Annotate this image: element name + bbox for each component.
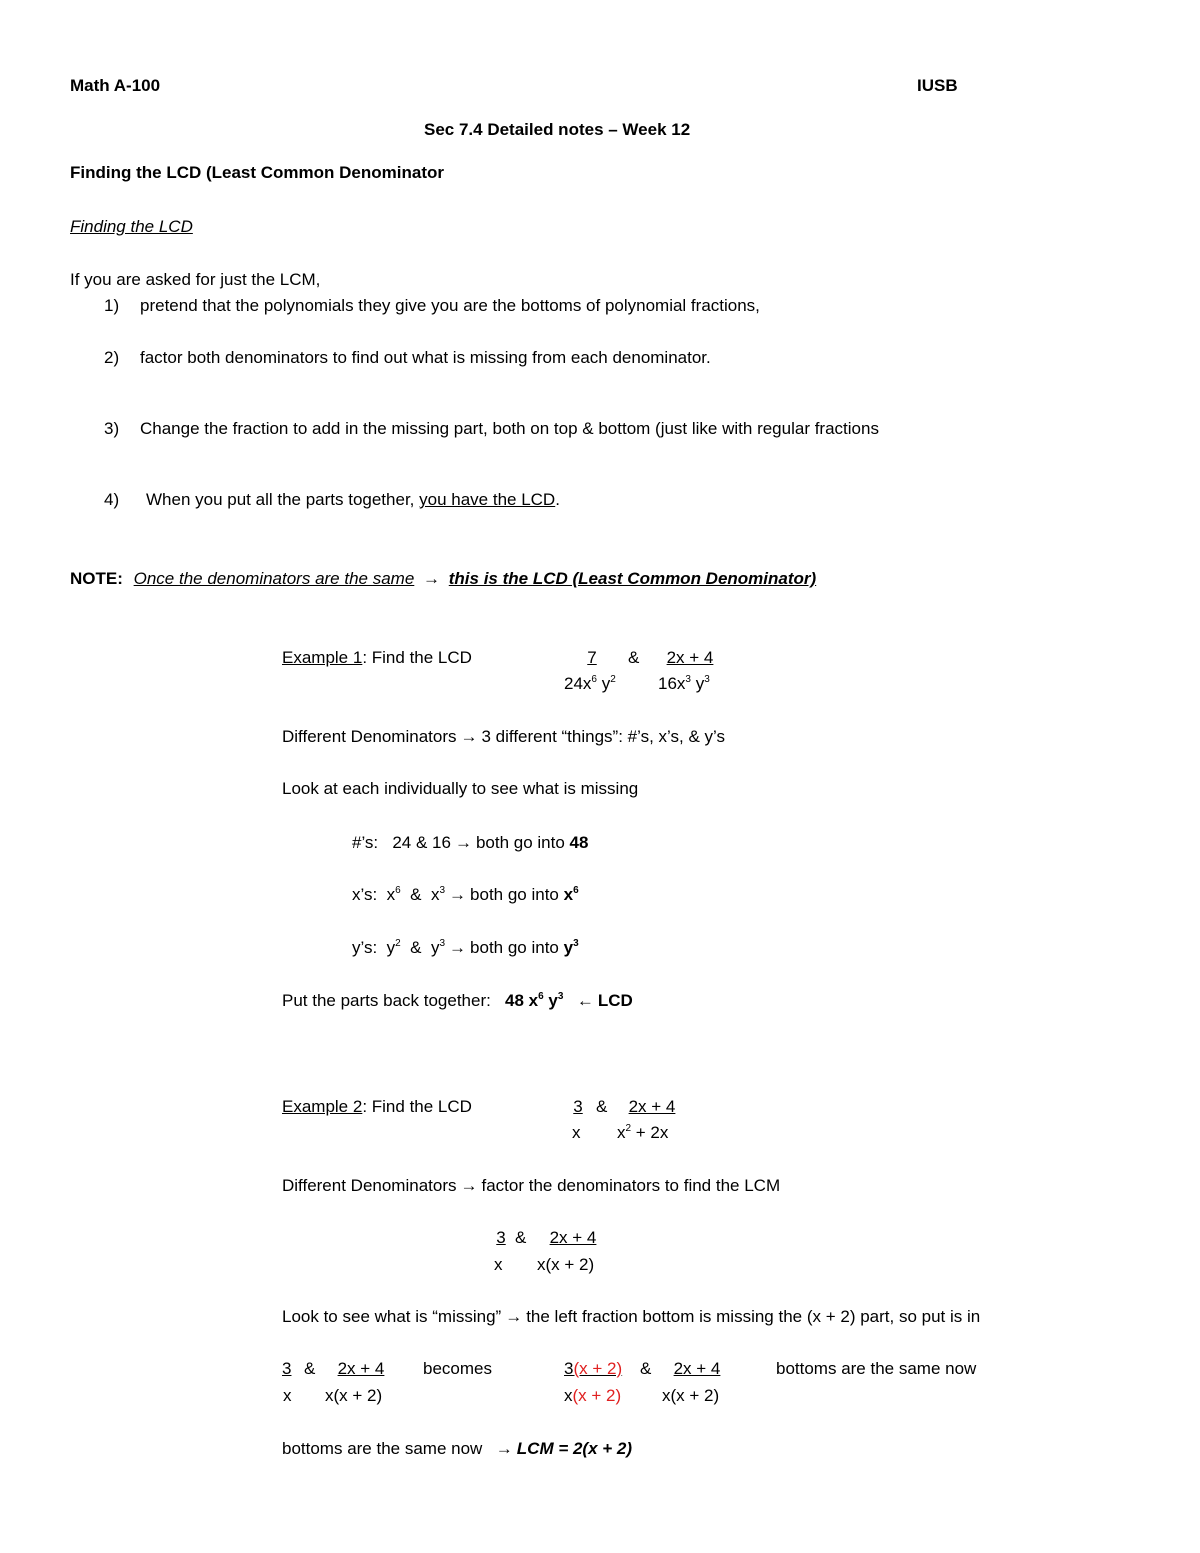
left-arrow-icon: ← bbox=[576, 991, 594, 1010]
example-2-title bbox=[282, 1097, 472, 1117]
numbers-line: #’s: 24 & 16 → both go into 48 bbox=[352, 833, 589, 852]
factored-fraction-1-denominator: x bbox=[494, 1255, 503, 1274]
before-fraction-2-denominator: x(x + 2) bbox=[325, 1386, 383, 1405]
step-number: 3) bbox=[104, 419, 120, 438]
step-text-a: When you put all the parts together, bbox=[146, 490, 420, 509]
school-label: IUSB bbox=[917, 76, 958, 95]
step-text: Change the fraction to add in the missing part, both on top & bottom (just like with regular fractions bbox=[140, 419, 879, 438]
step-text: pretend that the polynomials they give you are the bottoms of polynomial fractions, bbox=[140, 296, 760, 315]
factored-fraction-2-numerator: 2x + 4 bbox=[549, 1228, 597, 1247]
before-fraction-1-numerator: 3 bbox=[282, 1359, 292, 1378]
note-text-a: Once the denominators are the same bbox=[133, 569, 415, 588]
ex2-fraction-2-denominator: $x^2 + 2x$ bbox=[617, 1123, 669, 1142]
step-1 bbox=[104, 296, 760, 316]
right-arrow-icon: → bbox=[454, 833, 472, 852]
step-text: factor both denominators to find out what is missing from each denominator. bbox=[140, 348, 711, 367]
x-line: x’s: $x^6$ & $x^3$ → both go into $x^6$ bbox=[352, 885, 579, 904]
step-text-b: you have the LCD bbox=[419, 490, 556, 509]
fraction-1-numerator: 7 bbox=[587, 648, 597, 667]
ex2-fraction-1-numerator: 3 bbox=[573, 1097, 583, 1116]
step-3 bbox=[104, 419, 879, 439]
ampersand: & bbox=[628, 648, 640, 667]
lcm-line: bottoms are the same now → LCM = 2(x + 2) bbox=[282, 1439, 633, 1458]
step-4 bbox=[104, 490, 560, 510]
ex2-fraction-2-numerator: 2x + 4 bbox=[628, 1097, 676, 1116]
after-fraction-2-numerator: 2x + 4 bbox=[673, 1359, 721, 1378]
section-heading: Finding the LCD (Least Common Denominator bbox=[70, 163, 444, 182]
ampersand: & bbox=[596, 1097, 608, 1116]
fraction-2-numerator: 2x + 4 bbox=[666, 648, 714, 667]
look-line: Look at each individually to see what is missing bbox=[282, 779, 639, 798]
note-line bbox=[70, 569, 816, 589]
example-2-rest: : Find the LCD bbox=[362, 1097, 472, 1116]
right-arrow-icon: → bbox=[495, 1439, 513, 1458]
before-fraction-2-numerator: 2x + 4 bbox=[337, 1359, 385, 1378]
fraction-2-denominator: $16x^3$ $y^3$ bbox=[658, 674, 710, 693]
right-arrow-icon: → bbox=[460, 1176, 478, 1195]
right-arrow-icon: → bbox=[423, 569, 441, 588]
example-2-label: Example 2 bbox=[282, 1097, 363, 1116]
after-fraction-1-numerator: 3(x + 2) bbox=[564, 1359, 623, 1378]
step-number: 4) bbox=[104, 490, 120, 509]
different-denominators-line: Different Denominators → 3 different “things”: #’s, x’s, & y’s bbox=[282, 727, 725, 746]
right-arrow-icon: → bbox=[505, 1307, 523, 1326]
after-fraction-2-denominator: x(x + 2) bbox=[662, 1386, 720, 1405]
step-text-c: . bbox=[555, 490, 560, 509]
note-label: NOTE: bbox=[70, 569, 123, 588]
step-number: 2) bbox=[104, 348, 120, 367]
example-1-label: Example 1 bbox=[282, 648, 363, 667]
ex2-different-denominators-line: Different Denominators → factor the denominators to find the LCM bbox=[282, 1176, 781, 1195]
intro-text: If you are asked for just the LCM, bbox=[70, 270, 321, 289]
course-label: Math A-100 bbox=[70, 76, 161, 95]
ampersand: & bbox=[515, 1228, 527, 1247]
becomes-label: becomes bbox=[423, 1359, 492, 1378]
ampersand: & bbox=[640, 1359, 652, 1378]
subheading: Finding the LCD bbox=[70, 217, 193, 236]
ampersand: & bbox=[304, 1359, 316, 1378]
factored-fraction-2-denominator: x(x + 2) bbox=[537, 1255, 595, 1274]
right-arrow-icon: → bbox=[449, 938, 467, 957]
right-arrow-icon: → bbox=[449, 885, 467, 904]
page-title: Sec 7.4 Detailed notes – Week 12 bbox=[424, 120, 691, 139]
put-together-line: Put the parts back together: 48 $x^6$ $y^3$ ← LCD bbox=[282, 991, 633, 1010]
example-1-title bbox=[282, 648, 472, 668]
right-arrow-icon: → bbox=[460, 727, 478, 746]
fraction-1-denominator: $24x^6$ $y^2$ bbox=[564, 674, 616, 693]
example-1-rest: : Find the LCD bbox=[362, 648, 472, 667]
step-2 bbox=[104, 348, 711, 368]
bottoms-same-label: bottoms are the same now bbox=[776, 1359, 977, 1378]
note-text-b: this is the LCD (Least Common Denominator) bbox=[448, 569, 817, 588]
missing-line: Look to see what is “missing” → the left fraction bottom is missing the (x + 2) part, so put is in bbox=[282, 1307, 981, 1326]
after-fraction-1-denominator: x(x + 2) bbox=[564, 1386, 622, 1405]
ex2-fraction-1-denominator: x bbox=[572, 1123, 581, 1142]
before-fraction-1-denominator: x bbox=[283, 1386, 292, 1405]
step-number: 1) bbox=[104, 296, 120, 315]
factored-fraction-1-numerator: 3 bbox=[496, 1228, 506, 1247]
y-line: y’s: $y^2$ & $y^3$ → both go into $y^3$ bbox=[352, 938, 579, 957]
